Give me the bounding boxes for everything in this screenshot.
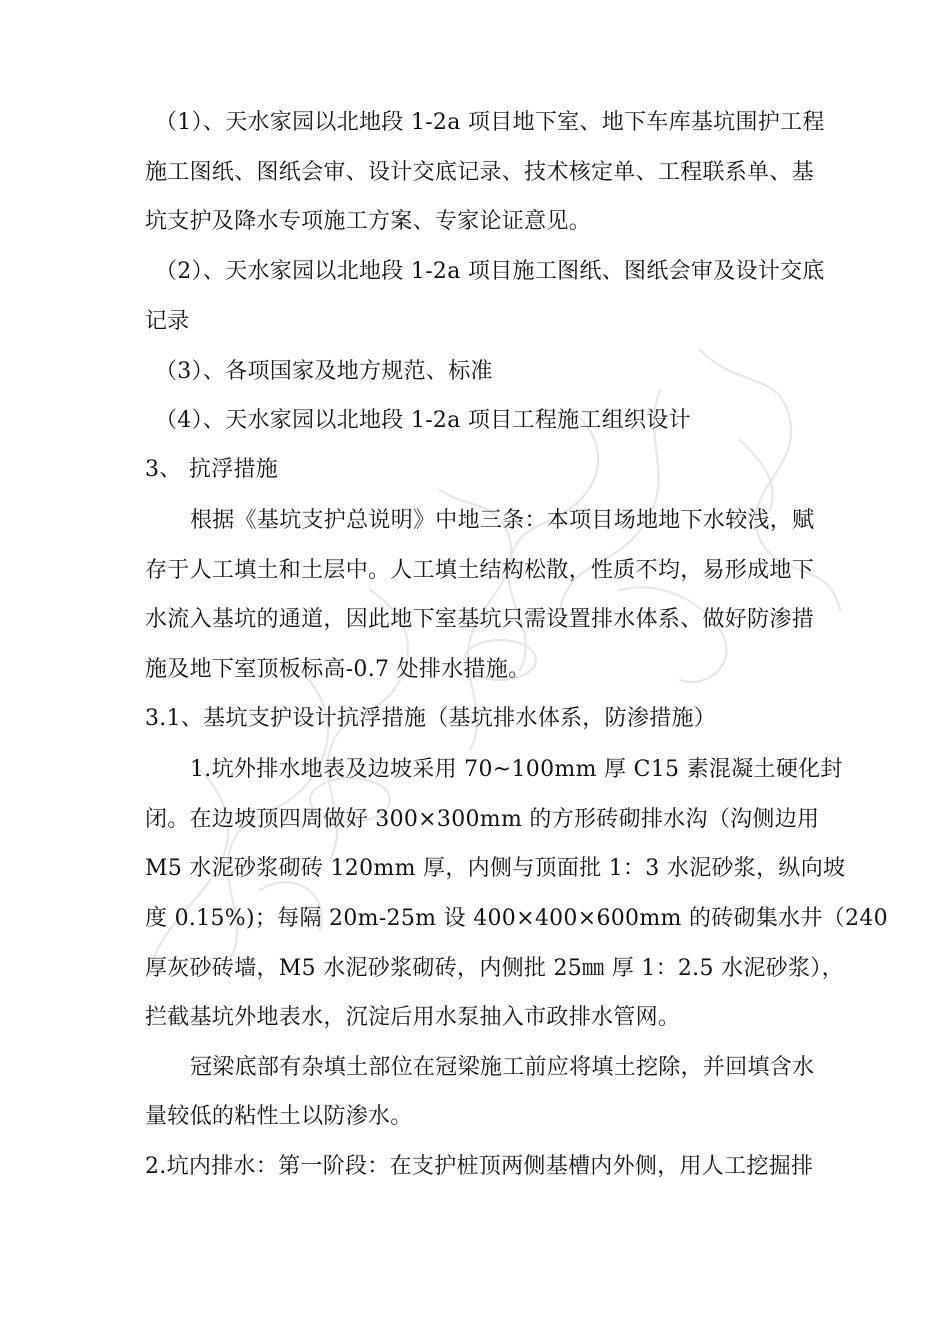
doc-line-22: 2.坑内排水：第一阶段：在支护桩顶两侧基槽内外侧，用人工挖掘排 xyxy=(145,1154,814,1179)
doc-line-15: 闭。在边坡顶四周做好 300×300mm 的方形砖砌排水沟（沟侧边用 xyxy=(145,807,820,832)
doc-line-5: 记录 xyxy=(145,309,190,334)
doc-line-17: 度 0.15%)；每隔 20m-25m 设 400×400×600mm 的砖砌集水井（240 xyxy=(145,906,888,931)
doc-line-2: 施工图纸、图纸会审、设计交底记录、技术核定单、工程联系单、基 xyxy=(145,160,815,185)
section-heading-3-1: 3.1、基坑支护设计抗浮措施（基坑排水体系，防渗措施） xyxy=(145,706,717,731)
doc-line-6: （3）、各项国家及地方规范、标准 xyxy=(155,359,493,384)
doc-line-20: 冠梁底部有杂填土部位在冠梁施工前应将填土挖除，并回填含水 xyxy=(190,1055,815,1080)
doc-line-7: （4）、天水家园以北地段 1-2a 项目工程施工组织设计 xyxy=(155,408,691,433)
doc-line-4: （2）、天水家园以北地段 1-2a 项目施工图纸、图纸会审及设计交底 xyxy=(155,259,825,284)
doc-line-21: 量较低的粘性土以防渗水。 xyxy=(145,1104,413,1129)
doc-line-12: 施及地下室顶板标高-0.7 处排水措施。 xyxy=(145,657,531,682)
doc-line-16: M5 水泥砂浆砌砖 120mm 厚，内侧与顶面批 1：3 水泥砂浆，纵向坡 xyxy=(145,856,846,881)
doc-line-11: 水流入基坑的通道，因此地下室基坑只需设置排水体系、做好防渗措 xyxy=(145,607,815,632)
section-heading-3: 3、 抗浮措施 xyxy=(145,457,279,482)
doc-line-18: 厚灰砂砖墙，M5 水泥砂浆砌砖，内侧批 25㎜ 厚 1：2.5 水泥砂浆）， xyxy=(145,956,844,981)
doc-line-1: （1）、天水家园以北地段 1-2a 项目地下室、地下车库基坑围护工程 xyxy=(155,110,825,135)
doc-line-14: 1.坑外排水地表及边坡采用 70~100mm 厚 C15 素混凝土硬化封 xyxy=(190,757,843,782)
doc-line-3: 坑支护及降水专项施工方案、专家论证意见。 xyxy=(145,209,592,234)
doc-line-19: 拦截基坑外地表水，沉淀后用水泵抽入市政排水管网。 xyxy=(145,1005,681,1030)
doc-line-10: 存于人工填土和土层中。人工填土结构松散，性质不均，易形成地下 xyxy=(145,558,815,583)
doc-line-9: 根据《基坑支护总说明》中地三条：本项目场地地下水较浅，赋 xyxy=(190,508,815,533)
